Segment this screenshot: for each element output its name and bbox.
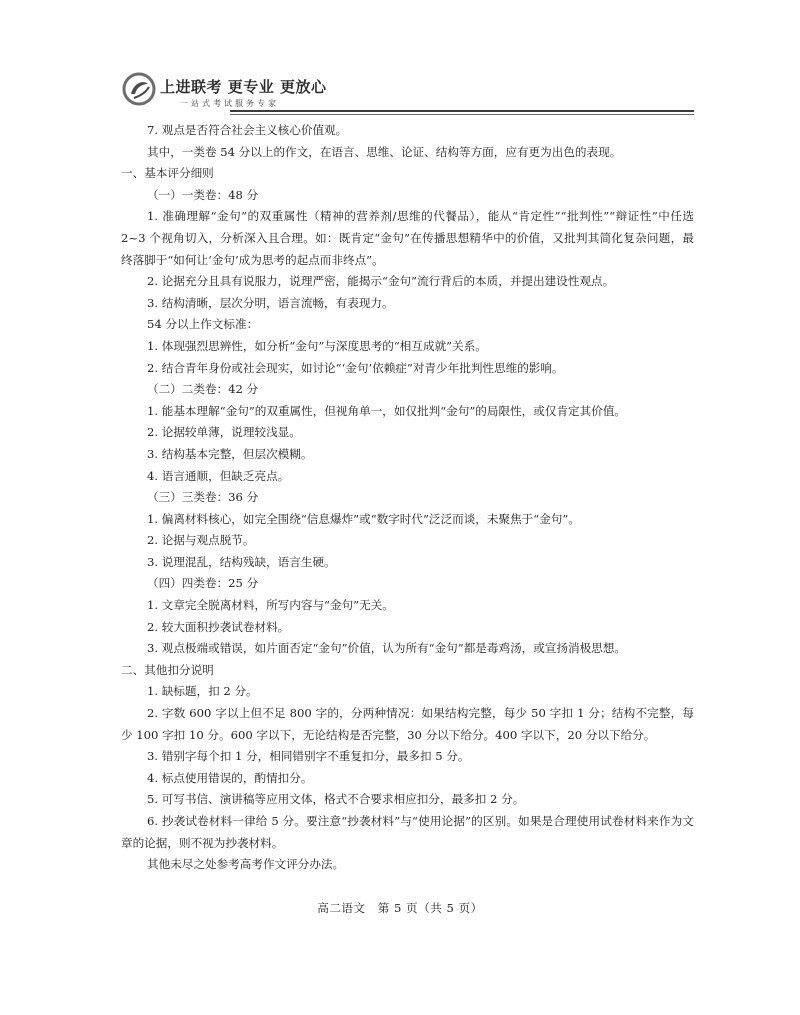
criterion-7: 7. 观点是否符合社会主义核心价值观。 — [147, 123, 348, 137]
header-rule-thin — [230, 114, 694, 115]
brand-slogan: 上进联考 更专业 更放心 — [160, 78, 327, 96]
tier-heading-4: （四）四类卷：25 分 — [147, 576, 259, 591]
tier1-item-1: 1. 准确理解“金句”的双重属性（精神的营养剂/思维的代餐品），能从“肯定性”“批判性”“辩证性”中任选 2~3 个视角切入，分析深入且合理。如：既肯定“金句”在传播思想精华中的价值，又批判其简化复杂问题，最终落脚于“如何让‘金句’成为思考的起点而非终点”。 — [121, 209, 694, 267]
header-rule — [230, 110, 694, 112]
page-header — [122, 70, 694, 116]
tier2-item-2: 2. 论据较单薄，说理较浅显。 — [147, 425, 301, 440]
tier-heading-3: （三）三类卷：36 分 — [147, 490, 259, 505]
high-score-item-1: 1. 体现强烈思辨性，如分析“金句”与深度思考的“相互成就”关系。 — [147, 338, 487, 353]
section-heading-2: 二、其他扣分说明 — [121, 662, 214, 677]
tier1-item-3: 3. 结构清晰，层次分明，语言流畅，有表现力。 — [147, 295, 394, 310]
high-score-heading: 54 分以上作文标准： — [147, 317, 259, 332]
deduction-item-6: 6. 抄袭试卷材料一律给 5 分。要注意“抄袭材料”与“使用论据”的区别。如果是合理使用试卷材料来作为文章的论据，则不视为抄袭材料。 — [121, 814, 694, 850]
tier4-item-2: 2. 较大面积抄袭试卷材料。 — [147, 619, 290, 634]
deduction-item-5: 5. 可写书信、演讲稿等应用文体，格式不合要求相应扣分，最多扣 2 分。 — [147, 792, 525, 807]
document-body — [121, 120, 694, 876]
tier2-item-3: 3. 结构基本完整，但层次模糊。 — [147, 446, 313, 461]
section-heading-1: 一、基本评分细则 — [121, 166, 214, 181]
closing-note: 其他未尽之处参考高考作文评分办法。 — [147, 857, 345, 872]
tier3-item-1: 1. 偏离材料核心，如完全围绕“信息爆炸”或“数字时代”泛泛而谈，未聚焦于“金句”。 — [147, 511, 580, 526]
tier1-item-2: 2. 论据充分且具有说服力，说理严密，能揭示“金句”流行背后的本质，并提出建设性观点。 — [147, 274, 615, 289]
deduction-item-2: 2. 字数 600 字以上但不足 800 字的，分两种情况：如果结构完整，每少 50 字扣 1 分；结构不完整，每少 100 字扣 10 分。600 字以下，无论结构是否完整，30 分以下给分。400 字以下，20 分以下给分。 — [121, 706, 694, 742]
deduction-item-3: 3. 错别字每个扣 1 分，相同错别字不重复扣分，最多扣 5 分。 — [147, 749, 470, 764]
tier-heading-2: （二）二类卷：42 分 — [147, 382, 259, 397]
deduction-item-1: 1. 缺标题，扣 2 分。 — [147, 684, 258, 699]
tier2-item-1: 1. 能基本理解“金句”的双重属性，但视角单一，如仅批判“金句”的局限性，或仅肯定其价值。 — [147, 403, 627, 418]
page-footer: 高二语文 第 5 页（共 5 页） — [317, 901, 483, 915]
tier4-item-1: 1. 文章完全脱离材料，所写内容与“金句”无关。 — [147, 598, 394, 613]
tier3-item-3: 3. 说理混乱，结构残缺，语言生硬。 — [147, 554, 336, 569]
top-tier-note: 其中，一类卷 54 分以上的作文，在语言、思维、论证、结构等方面，应有更为出色的表现。 — [147, 144, 622, 159]
deduction-item-4: 4. 标点使用错误的，酌情扣分。 — [147, 770, 313, 785]
brand-logo-icon — [122, 72, 156, 106]
tier3-item-2: 2. 论据与观点脱节。 — [147, 533, 255, 548]
tier4-item-3: 3. 观点极端或错误，如片面否定“金句”价值，认为所有“金句”都是毒鸡汤，或宣扬消极思想。 — [147, 641, 627, 656]
tier-heading-1: （一）一类卷：48 分 — [147, 187, 259, 202]
high-score-item-2: 2. 结合青年身份或社会现实，如讨论“‘金句’依赖症”对青少年批判性思维的影响。 — [147, 360, 564, 375]
brand-tagline: 一站式考试服务专家 — [180, 99, 279, 108]
tier2-item-4: 4. 语言通顺，但缺乏亮点。 — [147, 468, 290, 483]
